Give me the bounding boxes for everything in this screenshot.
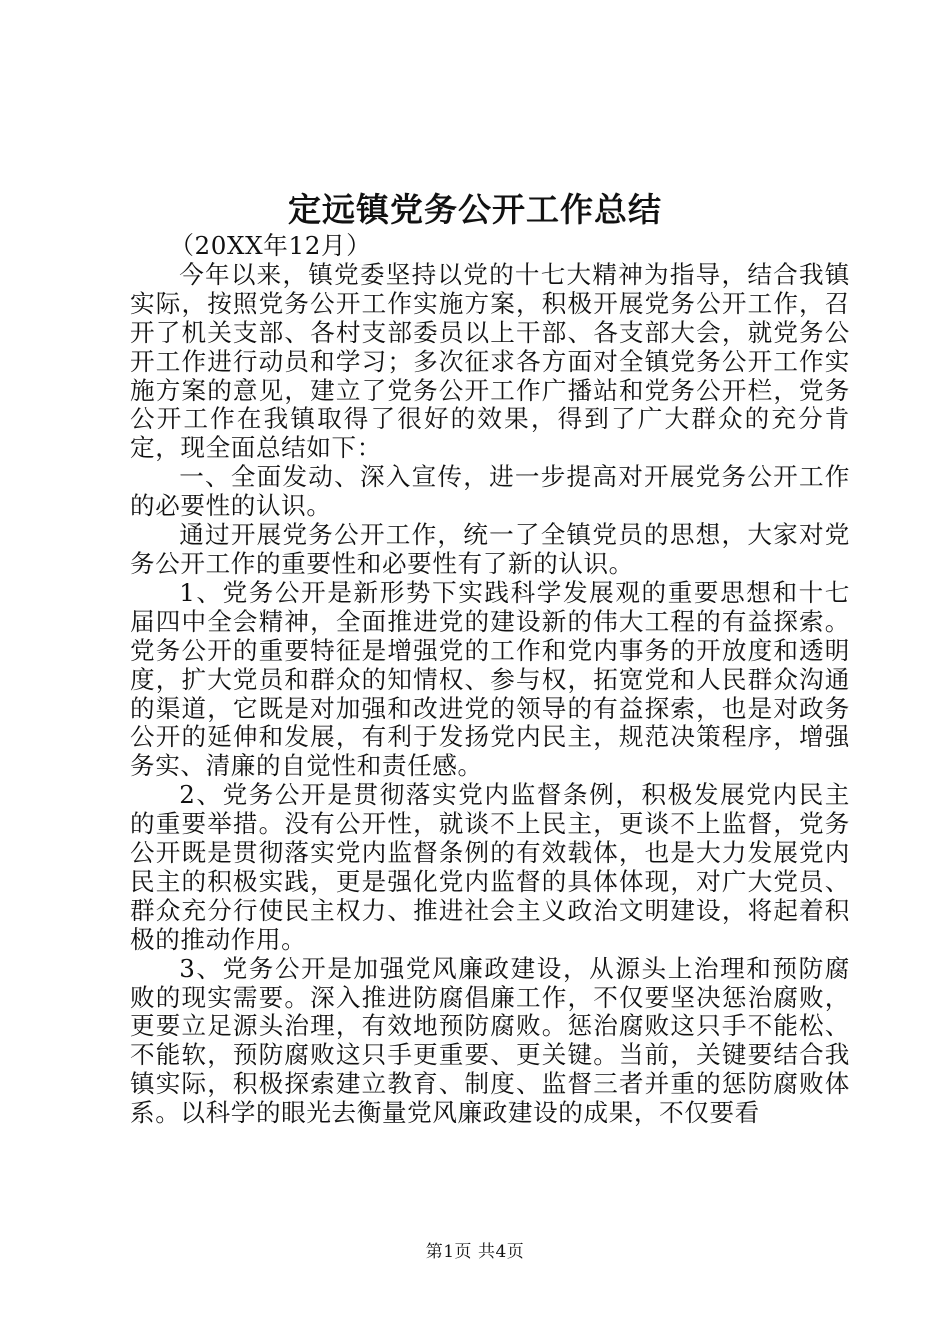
paragraph-point-3: 3、党务公开是加强党风廉政建设，从源头上治理和预防腐败的现实需要。深入推进防腐倡廉工作，不仅要坚决惩治腐败，更要立足源头治理，有效地预防腐败。惩治腐败这只手不能松、不能软，预防腐败这只手更重要、更关键。当前，关键要结合我镇实际，积极探索建立教育、制度、监督三者并重的惩防腐败体系。以科学的眼光去衡量党风廉政建设的成果，不仅要看 [130, 953, 850, 1128]
document-date: （20XX年12月） [169, 231, 372, 260]
paragraph-point-1: 1、党务公开是新形势下实践科学发展观的重要思想和十七届四中全会精神，全面推进党的建设新的伟大工程的有益探索。党务公开的重要特征是增强党的工作和党内事务的开放度和透明度，扩大党员和群众的知情权、参与权，拓宽党和人民群众沟通的渠道，它既是对加强和改进党的领导的有益探索，也是对政务公开的延伸和发展，有利于发扬党内民主，规范决策程序，增强务实、清廉的自觉性和责任感。 [130, 577, 850, 781]
section-heading-1: 一、全面发动、深入宣传，进一步提高对开展党务公开工作的必要性的认识。 [130, 462, 850, 521]
paragraph-summary: 通过开展党务公开工作，统一了全镇党员的思想，大家对党务公开工作的重要性和必要性有了新的认识。 [130, 520, 850, 578]
page-footer: 第1页 共4页 [425, 1242, 525, 1262]
paragraph-intro: 今年以来，镇党委坚持以党的十七大精神为指导，结合我镇实际，按照党务公开工作实施方案，积极开展党务公开工作，召开了机关支部、各村支部委员以上干部、各支部大会，就党务公开工作进行动员和学习；多次征求各方面对全镇党务公开工作实施方案的意见，建立了党务公开工作广播站和党务公开栏，党务公开工作在我镇取得了很好的效果，得到了广大群众的充分肯定，现全面总结如下： [130, 259, 850, 463]
document-title: 定远镇党务公开工作总结 [288, 190, 662, 229]
document-body [130, 232, 850, 1128]
paragraph-point-2: 2、党务公开是贯彻落实党内监督条例，积极发展党内民主的重要举措。没有公开性，就谈不上民主，更谈不上监督，党务公开既是贯彻落实党内监督条例的有效载体，也是大力发展党内民主的积极实践，更是强化党内监督的具体体现，对广大党员、群众充分行使民主权力、推进社会主义政治文明建设，将起着积极的推动作用。 [130, 780, 850, 954]
